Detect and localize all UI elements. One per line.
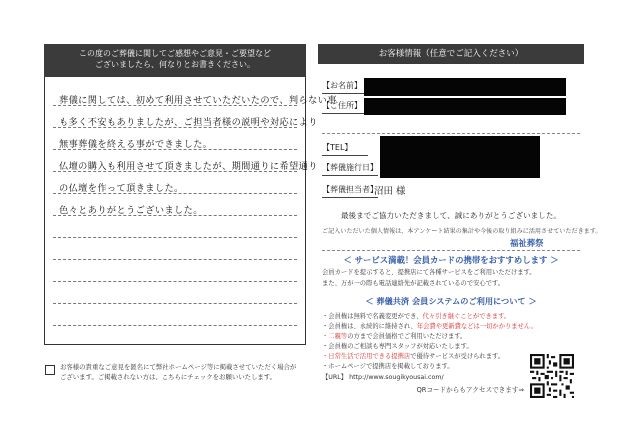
handwritten-line: 色々とありがとうございました。 [59, 205, 203, 216]
benefit-text: の方まで会員価格でご利用いただけます。 [347, 333, 467, 340]
benefit-text: で優待サービスが受けられます。 [410, 353, 505, 360]
funeral-date-label: 【葬儀施行日】 [322, 163, 378, 172]
benefit-text: ・会員権は無料で名義変更ができ、 [322, 313, 423, 320]
qr-caption: QRコードからもアクセスできます⇒ [416, 386, 524, 394]
member-system-title: ＜ 葬儀共済 会員システムのご利用について ＞ [365, 296, 537, 306]
address-redaction [364, 98, 566, 115]
benefit-highlight: ・二親等 [322, 333, 348, 340]
service-text-line1: 会員カードを提示すると、提携店にて各種サービスをご利用いただけます。 [322, 269, 536, 276]
writing-rule [53, 259, 297, 260]
handwritten-line: 無事葬儀を終える事ができました。 [59, 139, 213, 150]
director-value[interactable]: 沼田 様 [374, 186, 406, 197]
address-label: 【ご住所】 [322, 101, 362, 110]
benefit-highlight: ・日常生活で活用できる提携店 [322, 353, 411, 360]
service-title: ＜ サービス満載！会員カードの携帯をおすすめします ＞ [343, 255, 559, 265]
benefit-item [322, 352, 504, 362]
qr-code-icon[interactable] [530, 354, 574, 398]
benefit-item: ・ホームページで提携店を掲載しております。 [322, 363, 454, 370]
benefit-item: ・会員権のご相談も専門スタッフが対応いたします。 [322, 343, 473, 350]
handwritten-line: 葬儀に関しては、初めて利用させていただいたので、判らない事 [59, 95, 337, 106]
address-underline [322, 113, 368, 114]
thanks-message: 最後までご協力いただきまして、誠にありがとうございました。 [340, 211, 562, 220]
publish-notice-line1: お客様の貴重なご意見を匿名にて弊社ホームページ等に掲載させていただく場合が [60, 363, 297, 371]
brand-logo: 福祉葬祭 [510, 238, 544, 248]
survey-header-line1: この度のご葬儀に関してご感想やご意見・ご要望など [79, 49, 271, 58]
director-underline [322, 197, 378, 198]
survey-header [44, 44, 306, 77]
writing-rule [53, 281, 297, 282]
benefit-item [322, 322, 537, 332]
service-text-line2: また、万が一の際も電話連絡先が記載されているので安心です。 [322, 280, 505, 287]
publish-notice-line2: ございます。ご掲載されない方は、こちらにチェックをお願いいたします。 [60, 373, 277, 381]
publish-notice [60, 362, 310, 382]
name-underline [322, 93, 368, 94]
writing-rule [53, 303, 297, 304]
website-url[interactable]: 【URL】 http://www.sougikyousai.com/ [322, 374, 444, 381]
director-label: 【葬儀担当者】 [322, 185, 378, 194]
section-divider [322, 250, 580, 251]
tel-underline [322, 155, 368, 156]
writing-rule [53, 237, 297, 238]
benefit-highlight: 年会費や更新費などは一切かかりません。 [416, 323, 537, 330]
writing-rule [53, 325, 297, 326]
address-line [322, 133, 580, 134]
handwritten-line: 仏壇の購入も利用させて頂きましたが、期間通りに希望通り [59, 161, 318, 172]
benefit-highlight: 代々引き継ぐことができます。 [422, 313, 511, 320]
tel-label: 【TEL】 [322, 143, 353, 152]
privacy-note: ご記入いただいた個人情報は、本アンケート結果の集計や今後の取り組みに活用させていただきます。 [322, 228, 602, 235]
tel-redaction [380, 136, 540, 178]
customer-info-header: お客様情報（任意でご記入ください） [318, 44, 584, 64]
benefit-text: ・会員権は、永続的に維持され、 [322, 323, 417, 330]
handwritten-line: も多く不安もありましたが、ご担当者様の説明や対応により [59, 117, 318, 128]
benefit-item [322, 312, 510, 322]
benefit-item [322, 332, 466, 342]
handwritten-line: の仏壇を作って頂きました。 [59, 183, 184, 194]
funeral-date-underline [322, 175, 378, 176]
no-publish-checkbox[interactable] [45, 365, 55, 375]
survey-header-line2: ございましたら、何なりとお書きください。 [95, 60, 255, 69]
name-label: 【お名前】 [322, 81, 362, 90]
name-redaction [364, 78, 566, 96]
